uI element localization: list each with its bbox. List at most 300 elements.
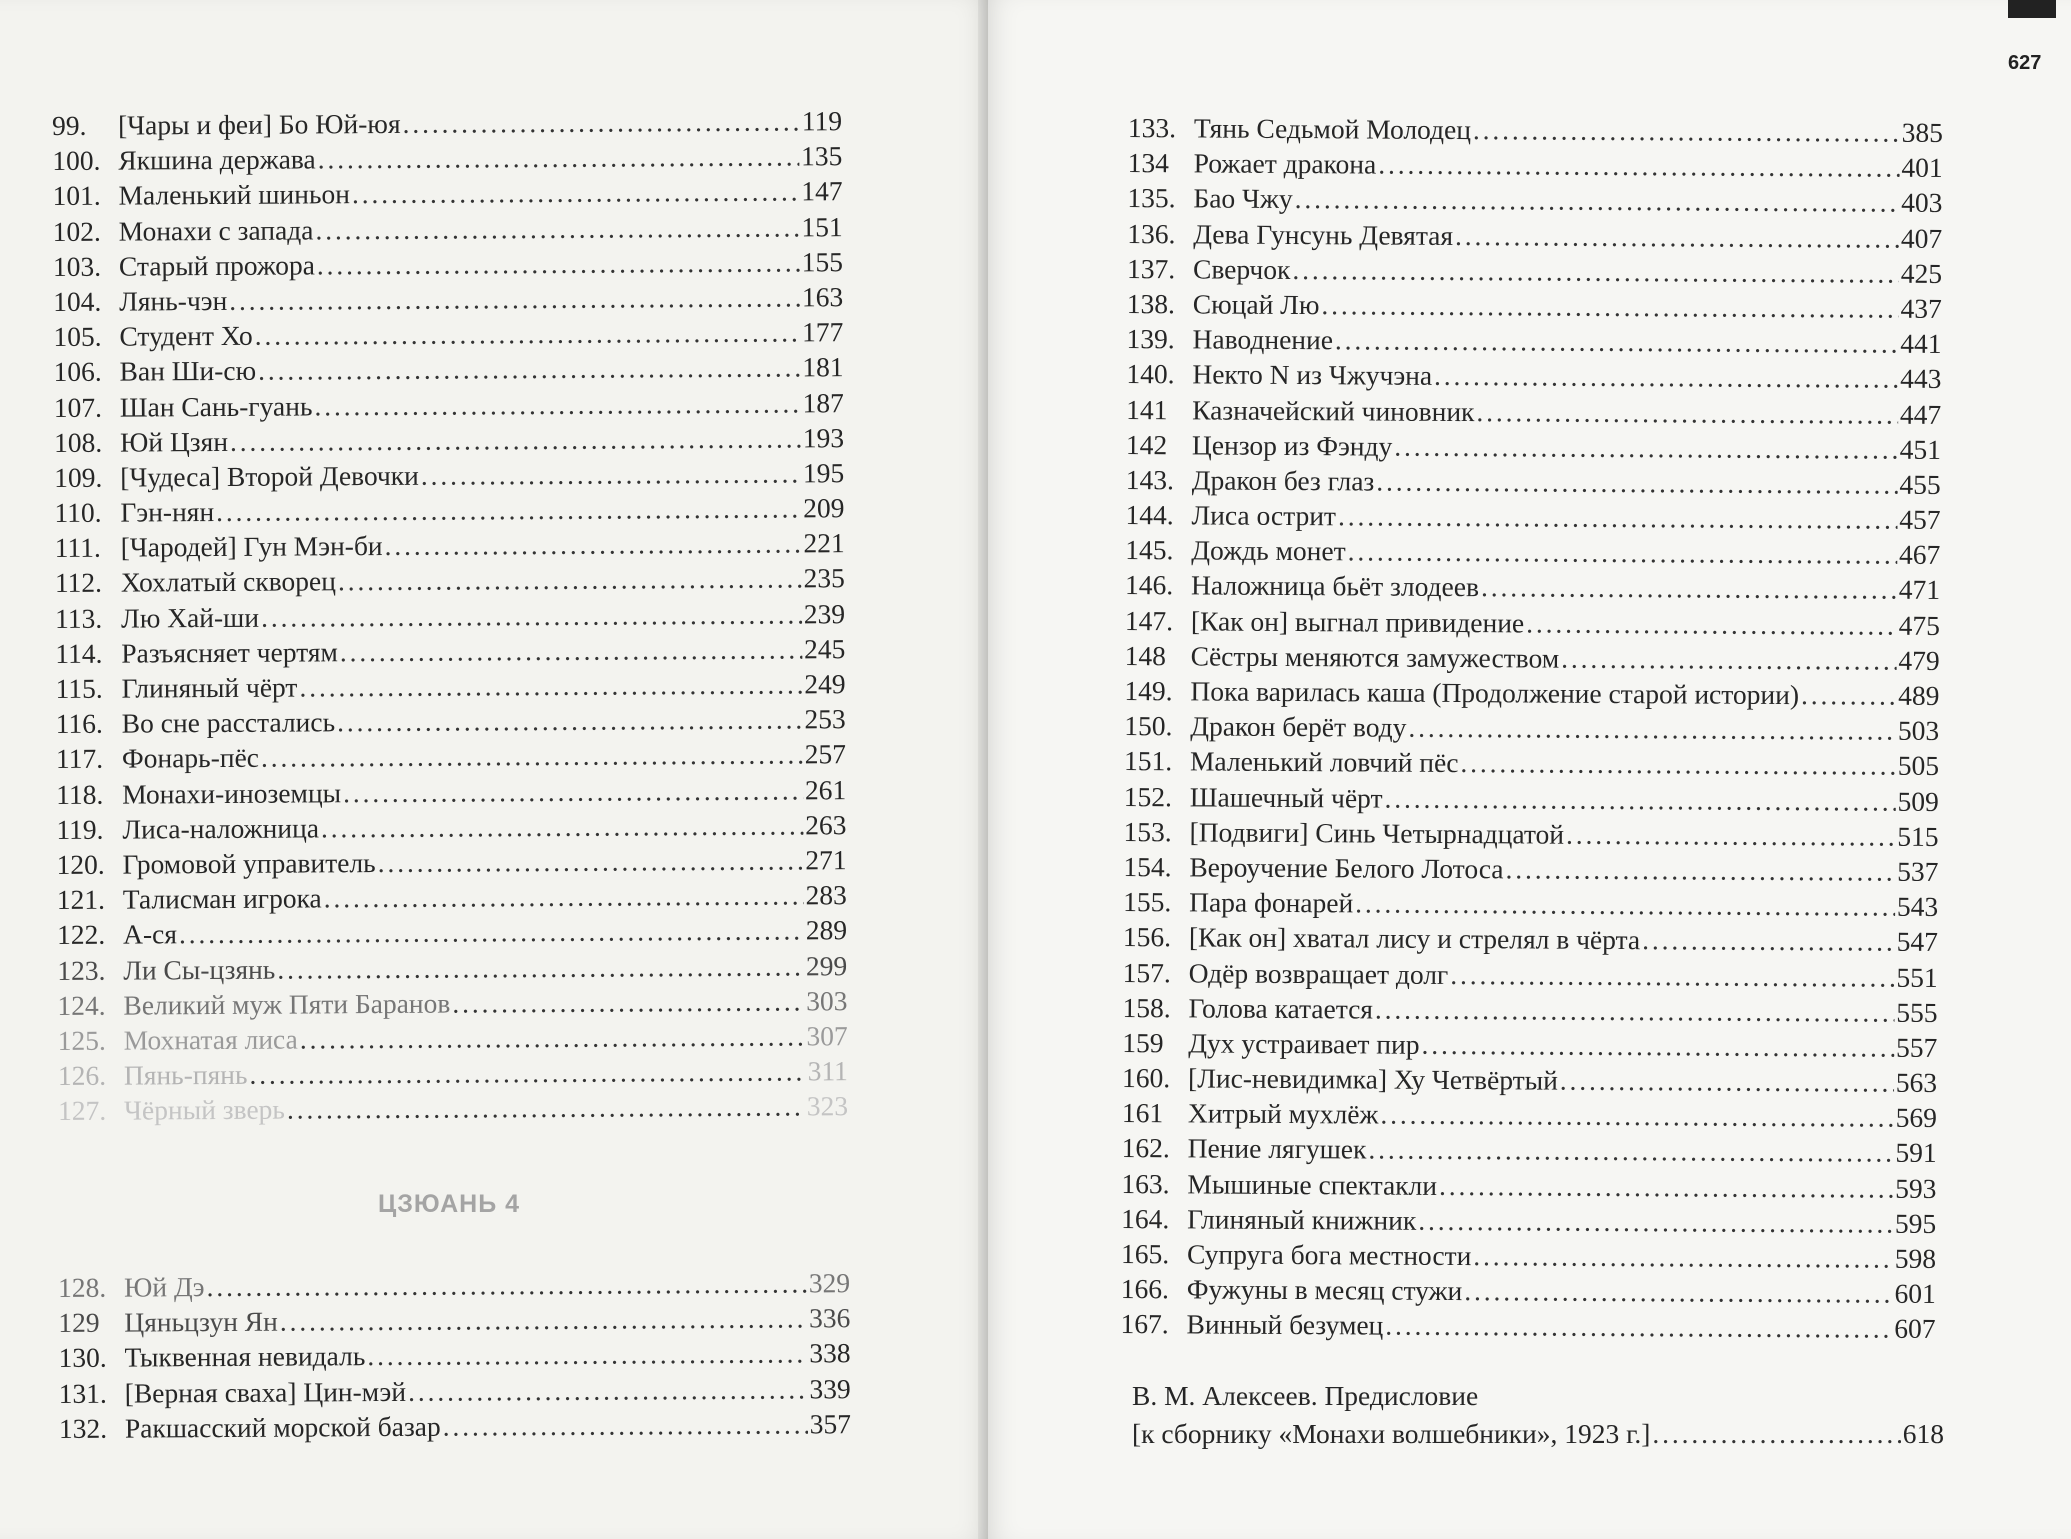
entry-title: Тыквенная невидаль	[124, 1340, 366, 1373]
dot-leader	[315, 211, 799, 246]
entry-title: Лю Хай-ши	[121, 601, 260, 634]
entry-title: Якшина держава	[118, 143, 316, 176]
toc-entry	[1123, 921, 1938, 961]
entry-title: А-ся	[122, 918, 178, 950]
entry-title: Фужуны в месяц стужи	[1186, 1273, 1463, 1307]
toc-entry	[55, 527, 845, 567]
entry-page: 339	[809, 1372, 851, 1404]
dot-leader	[261, 739, 803, 774]
entry-page: 479	[1898, 644, 1940, 676]
toc-list-left-upper	[52, 105, 848, 1130]
entry-page: 515	[1897, 820, 1939, 852]
entry-page: 239	[803, 597, 846, 630]
toc-entry	[1121, 1238, 1936, 1278]
dot-leader	[1385, 1310, 1892, 1345]
entry-title: Громовой управитель	[122, 846, 376, 880]
dot-leader	[1652, 1418, 1900, 1450]
entry-number: 121.	[56, 883, 106, 916]
toc-entry	[1128, 147, 1943, 187]
entry-number: 151.	[1123, 745, 1173, 777]
entry-number: 139.	[1126, 323, 1175, 355]
entry-title: Сёстры меняются замужеством	[1190, 640, 1560, 674]
entry-page: 195	[802, 457, 845, 489]
entry-page: 235	[803, 562, 845, 594]
entry-title: Дракон берёт воду	[1190, 710, 1407, 743]
entry-page: 547	[1896, 926, 1939, 958]
toc-entry	[55, 668, 845, 708]
entry-page: 181	[802, 351, 844, 383]
entry-title: [Чародей] Гун Мэн-би	[120, 530, 383, 563]
entry-page: 447	[1899, 398, 1942, 430]
entry-page: 187	[802, 386, 844, 418]
toc-entry	[1127, 182, 1942, 222]
entry-number: 114.	[55, 637, 103, 669]
entry-title: [Чудеса] Второй Девочки	[120, 459, 419, 493]
dot-leader	[1450, 958, 1894, 993]
toc-entry	[52, 140, 842, 180]
entry-page: 593	[1895, 1172, 1937, 1204]
toc-entry	[1126, 323, 1941, 363]
toc-entry	[1128, 112, 1943, 152]
entry-page: 467	[1898, 538, 1941, 571]
entry-page: 271	[805, 844, 847, 876]
dot-leader	[378, 844, 804, 879]
dot-leader	[314, 387, 800, 422]
entry-title: Казначейский чиновник	[1192, 393, 1475, 427]
toc-entry	[1123, 851, 1938, 891]
entry-page: 505	[1897, 750, 1940, 782]
entry-number: 141	[1126, 393, 1168, 425]
entry-title: [Подвиги] Синь Четырнадцатой	[1189, 816, 1565, 850]
toc-entry	[54, 422, 844, 462]
entry-title: Дракон без глаз	[1191, 464, 1375, 497]
entry-title: [Лис-невидимка] Ху Четвёртый	[1188, 1062, 1558, 1096]
toc-entry	[1124, 745, 1939, 785]
entry-page: 543	[1896, 890, 1939, 923]
entry-title: Шан Сань-гуань	[119, 389, 313, 423]
entry-title: Дождь монет	[1191, 534, 1346, 567]
dot-leader	[452, 985, 804, 1019]
entry-page: 475	[1898, 609, 1940, 641]
entry-number: 104.	[53, 285, 102, 317]
entry-page: 563	[1895, 1066, 1938, 1099]
entry-page: 601	[1894, 1277, 1936, 1310]
entry-number: 162.	[1121, 1132, 1170, 1164]
entry-title: Хохлатый скворец	[120, 565, 337, 599]
dot-leader	[1335, 324, 1899, 359]
toc-entry	[56, 809, 846, 849]
dot-leader	[443, 1408, 808, 1442]
dot-leader	[1439, 1170, 1893, 1205]
dot-leader	[338, 563, 802, 598]
entry-title: Бао Чжу	[1193, 182, 1293, 215]
entry-page: 177	[802, 316, 844, 348]
dot-leader	[280, 1303, 807, 1338]
entry-number: 138.	[1126, 287, 1176, 320]
entry-page: 509	[1897, 785, 1939, 817]
entry-title: Пара фонарей	[1189, 886, 1354, 919]
entry-title: Мохнатая лиса	[123, 1023, 298, 1056]
entry-page: 311	[807, 1055, 848, 1087]
entry-number: 147.	[1124, 604, 1174, 636]
dot-leader	[1376, 465, 1897, 500]
toc-entry	[52, 105, 842, 145]
toc-entry	[54, 457, 844, 497]
entry-title: Маленький шиньон	[118, 178, 350, 211]
toc-entry	[1122, 1132, 1937, 1172]
entry-page: 403	[1901, 187, 1943, 219]
entry-number: 102.	[52, 215, 101, 247]
dot-leader	[255, 317, 801, 352]
entry-page: 385	[1901, 116, 1943, 148]
entry-number: 131.	[58, 1377, 107, 1409]
entry-title: Лиса острит	[1191, 499, 1337, 532]
entry-number: 135.	[1127, 182, 1176, 214]
dot-leader	[1292, 254, 1899, 290]
entry-page: 155	[801, 245, 844, 278]
entry-page: 607	[1894, 1313, 1936, 1345]
toc-entry	[56, 703, 846, 743]
toc-entry	[1124, 675, 1939, 715]
entry-title: Наложница бьёт злодеев	[1191, 569, 1480, 603]
entry-number: 142	[1125, 428, 1168, 460]
toc-entry	[1124, 710, 1939, 750]
entry-page: 401	[1901, 151, 1943, 184]
entry-number: 158.	[1122, 991, 1171, 1023]
entry-number: 106.	[53, 356, 102, 388]
toc-entry	[1122, 1097, 1937, 1137]
dot-leader	[402, 105, 800, 139]
entry-title: Лянь-чэн	[119, 284, 228, 317]
toc-entry	[1122, 1062, 1937, 1102]
entry-page: 261	[804, 773, 847, 805]
entry-title: Дева Гунсунь Девятая	[1193, 217, 1454, 251]
entry-page: 457	[1899, 503, 1941, 536]
dot-leader	[1380, 1099, 1893, 1134]
toc-entry	[1126, 358, 1941, 398]
dot-leader	[1368, 1134, 1893, 1169]
toc-entry	[59, 1408, 851, 1448]
entry-title: Великий муж Пяти Баранов	[123, 987, 451, 1021]
entry-number: 108.	[53, 426, 103, 458]
entry-number: 160.	[1122, 1062, 1171, 1094]
entry-page: 283	[805, 879, 847, 911]
entry-number: 99.	[52, 109, 87, 141]
toc-entry	[1123, 886, 1938, 926]
entry-page: 209	[803, 492, 845, 524]
dot-leader	[216, 492, 801, 528]
entry-number: 120.	[56, 848, 105, 880]
dot-leader	[1384, 782, 1895, 817]
entry-title: Супруга бога местности	[1186, 1238, 1472, 1272]
toc-list-left-lower	[58, 1267, 851, 1448]
toc-entry	[59, 1373, 851, 1413]
entry-page: 557	[1895, 1031, 1938, 1063]
entry-number: 154.	[1123, 850, 1172, 883]
toc-entry	[56, 739, 846, 779]
toc-entry	[57, 950, 847, 990]
entry-number: 145.	[1125, 534, 1174, 566]
entry-page: 307	[806, 1020, 848, 1052]
entry-page: 257	[804, 738, 847, 770]
entry-title: Старый прожора	[118, 249, 315, 282]
toc-entry	[1125, 640, 1940, 680]
entry-page: 455	[1899, 468, 1941, 500]
dot-leader	[324, 880, 804, 915]
entry-number: 105.	[53, 320, 102, 353]
entry-title: Пение лягушек	[1187, 1132, 1367, 1165]
entry-number: 144.	[1125, 499, 1174, 531]
toc-entry	[54, 387, 844, 427]
entry-number: 112.	[54, 567, 103, 599]
entry-page: 289	[805, 914, 848, 946]
dot-leader	[1561, 642, 1896, 676]
dot-leader	[1473, 114, 1900, 149]
entry-number: 156.	[1122, 921, 1172, 953]
entry-number: 115.	[55, 672, 103, 704]
entry-number: 132.	[58, 1412, 108, 1444]
toc-entry	[52, 176, 842, 216]
entry-page: 441	[1900, 327, 1942, 360]
entry-number: 110.	[54, 496, 102, 529]
dot-leader	[317, 246, 800, 281]
dot-leader	[179, 915, 804, 951]
entry-page: 551	[1896, 961, 1938, 993]
toc-entry	[1127, 218, 1942, 258]
toc-entry	[1122, 992, 1937, 1032]
entry-title: Сюцай Лю	[1192, 288, 1320, 321]
page-number: 627	[2008, 52, 2042, 74]
dot-leader	[1476, 396, 1898, 431]
dot-leader	[206, 1267, 807, 1303]
entry-number: 126.	[57, 1059, 107, 1092]
thumb-index-mark	[2008, 0, 2056, 18]
entry-number: 100.	[52, 144, 101, 177]
toc-entry	[55, 598, 845, 638]
entry-number: 146.	[1125, 569, 1174, 601]
entry-number: 140.	[1126, 358, 1175, 390]
entry-page: 147	[801, 175, 843, 207]
entry-page: 591	[1895, 1137, 1937, 1169]
entry-title: Во сне расстались	[121, 706, 336, 739]
dot-leader	[287, 1091, 805, 1126]
entry-number: 127.	[58, 1094, 107, 1127]
toc-entry	[1127, 253, 1942, 293]
entry-number: 167.	[1120, 1308, 1169, 1340]
entry-number: 118.	[56, 778, 104, 810]
entry-number: 143.	[1125, 463, 1174, 496]
toc-entry	[53, 281, 843, 321]
entry-page: 263	[805, 808, 847, 841]
entry-title: Лиса-наложница	[122, 812, 320, 845]
entry-page: 443	[1900, 363, 1942, 395]
entry-title: Глиняный чёрт	[121, 671, 298, 704]
entry-title: Одёр возвращает долг	[1188, 956, 1449, 990]
entry-number: 159	[1122, 1026, 1164, 1059]
entry-page: 338	[809, 1337, 851, 1369]
dot-leader	[1455, 220, 1899, 255]
entry-title: Некто N из Чжучэна	[1192, 358, 1433, 392]
entry-title: Чёрный зверь	[124, 1093, 286, 1126]
dot-leader	[1505, 853, 1895, 887]
entry-number: 122.	[56, 919, 106, 951]
dot-leader	[421, 457, 801, 491]
entry-title: Ли Сы-цзянь	[123, 953, 276, 986]
toc-entry	[1123, 956, 1938, 996]
entry-number: 153.	[1123, 815, 1172, 848]
entry-title: Шашечный чёрт	[1189, 780, 1383, 814]
toc-entry	[55, 633, 845, 673]
toc-entry	[57, 879, 847, 919]
toc-entry	[1125, 605, 1940, 645]
entry-title: Фонарь-пёс	[121, 742, 260, 774]
dot-leader	[1560, 1065, 1894, 1099]
entry-title: Ван Ши-сю	[119, 355, 257, 387]
entry-number: 130.	[58, 1342, 107, 1374]
toc-entry	[53, 211, 843, 251]
entry-title: Монахи с запада	[118, 213, 314, 247]
dot-leader	[1801, 679, 1896, 712]
dot-leader	[1421, 1029, 1894, 1064]
toc-entry	[57, 985, 847, 1025]
dot-leader	[1321, 289, 1898, 325]
dot-leader	[1473, 1240, 1893, 1275]
entry-number: 157.	[1122, 956, 1171, 988]
entry-page: 323	[806, 1090, 849, 1122]
entry-number: 136.	[1127, 217, 1176, 249]
dot-leader	[337, 704, 803, 739]
entry-number: 152.	[1123, 780, 1173, 812]
entry-page: 555	[1896, 996, 1938, 1028]
dot-leader	[340, 633, 802, 668]
afterword-entry	[1132, 1380, 1944, 1456]
entry-number: 107.	[53, 391, 103, 423]
dot-leader	[343, 774, 803, 809]
entry-title: Пока варилась каша (Продолжение старой истории)	[1190, 675, 1800, 711]
entry-page: 119	[801, 105, 843, 137]
entry-number: 119.	[56, 813, 104, 845]
entry-page: 595	[1894, 1207, 1937, 1239]
section-heading: ЦЗЮАНЬ 4	[378, 1190, 521, 1218]
toc-entry	[1125, 534, 1940, 574]
toc-entry	[1125, 569, 1940, 609]
entry-title: Наводнение	[1192, 323, 1334, 356]
entry-title: Тянь Седьмой Молодец	[1193, 112, 1472, 146]
dot-leader	[408, 1373, 808, 1407]
entry-page: 151	[801, 210, 843, 242]
toc-entry	[1126, 393, 1941, 433]
dot-leader	[1378, 149, 1899, 184]
dot-leader	[1566, 818, 1895, 852]
entry-title: [Чары и феи] Бо Юй-юя	[117, 107, 401, 141]
entry-page: 598	[1894, 1242, 1937, 1274]
dot-leader	[258, 352, 800, 387]
dot-leader	[230, 422, 801, 457]
entry-page: 451	[1899, 433, 1942, 465]
entry-title: Голова катается	[1188, 992, 1374, 1025]
entry-number: 161	[1121, 1097, 1164, 1129]
entry-page: 249	[804, 668, 846, 700]
dot-leader	[384, 528, 801, 563]
entry-number: 163.	[1121, 1167, 1170, 1199]
entry-title: Юй Цзян	[119, 425, 229, 458]
entry-title: [Как он] выгнал привидение	[1190, 605, 1525, 639]
entry-number: 137.	[1126, 252, 1176, 285]
entry-page: 163	[801, 281, 844, 313]
entry-number: 117.	[55, 743, 104, 775]
entry-page: 221	[803, 527, 845, 559]
dot-leader	[1526, 607, 1897, 641]
left-page	[0, 0, 988, 1539]
entry-title: Студент Хо	[119, 319, 253, 352]
entry-page: 303	[806, 984, 848, 1017]
toc-entry	[58, 1338, 850, 1378]
entry-title: Сверчок	[1192, 253, 1291, 285]
entry-title: Талисман игрока	[122, 882, 322, 915]
entry-page: 537	[1897, 855, 1939, 887]
toc-entry	[57, 914, 847, 954]
entry-number: 155.	[1123, 886, 1172, 918]
entry-page: 193	[802, 421, 845, 454]
toc-entry	[1124, 781, 1939, 821]
dot-leader	[1375, 993, 1894, 1028]
toc-entry	[54, 351, 844, 391]
entry-page: 489	[1898, 679, 1940, 711]
entry-title: Глиняный книжник	[1187, 1203, 1417, 1236]
toc-list-right	[1120, 112, 1943, 1349]
entry-page: 503	[1897, 714, 1940, 747]
toc-entry	[1120, 1308, 1935, 1348]
entry-number: 148	[1124, 639, 1167, 672]
toc-entry	[1126, 464, 1941, 504]
entry-number: 113.	[55, 602, 103, 634]
dot-leader	[1394, 430, 1898, 465]
dot-leader	[1481, 572, 1897, 607]
dot-leader	[277, 950, 804, 985]
entry-page: 471	[1898, 574, 1941, 606]
entry-page: 357	[809, 1407, 852, 1440]
entry-number: 134	[1127, 147, 1170, 179]
dot-leader	[1355, 888, 1895, 923]
toc-entry	[1121, 1168, 1936, 1208]
toc-entry	[53, 316, 843, 356]
entry-page: 569	[1895, 1101, 1937, 1134]
dot-leader	[1460, 747, 1895, 782]
toc-entry	[58, 1055, 848, 1095]
entry-number: 124.	[57, 989, 106, 1021]
entry-number: 129	[58, 1306, 100, 1339]
dot-leader	[1418, 1205, 1893, 1240]
toc-entry	[58, 1020, 848, 1060]
toc-entry	[57, 844, 847, 884]
afterword-title-line	[1132, 1418, 1944, 1456]
entry-title: Юй Дэ	[123, 1271, 205, 1303]
entry-number: 150.	[1124, 710, 1173, 742]
dot-leader	[1434, 360, 1898, 395]
dot-leader	[1295, 183, 1900, 219]
toc-entry	[1122, 1027, 1937, 1067]
entry-number: 128.	[58, 1271, 107, 1303]
dot-leader	[300, 1020, 805, 1055]
entry-number: 165.	[1120, 1237, 1170, 1270]
dot-leader	[299, 668, 802, 703]
dot-leader	[229, 281, 800, 316]
toc-entry	[1123, 816, 1938, 856]
entry-title: Ракшасский морской базар	[124, 1410, 441, 1444]
entry-number: 149.	[1124, 674, 1173, 707]
toc-entry	[54, 492, 844, 532]
entry-title: Хитрый мухлёж	[1187, 1097, 1379, 1130]
